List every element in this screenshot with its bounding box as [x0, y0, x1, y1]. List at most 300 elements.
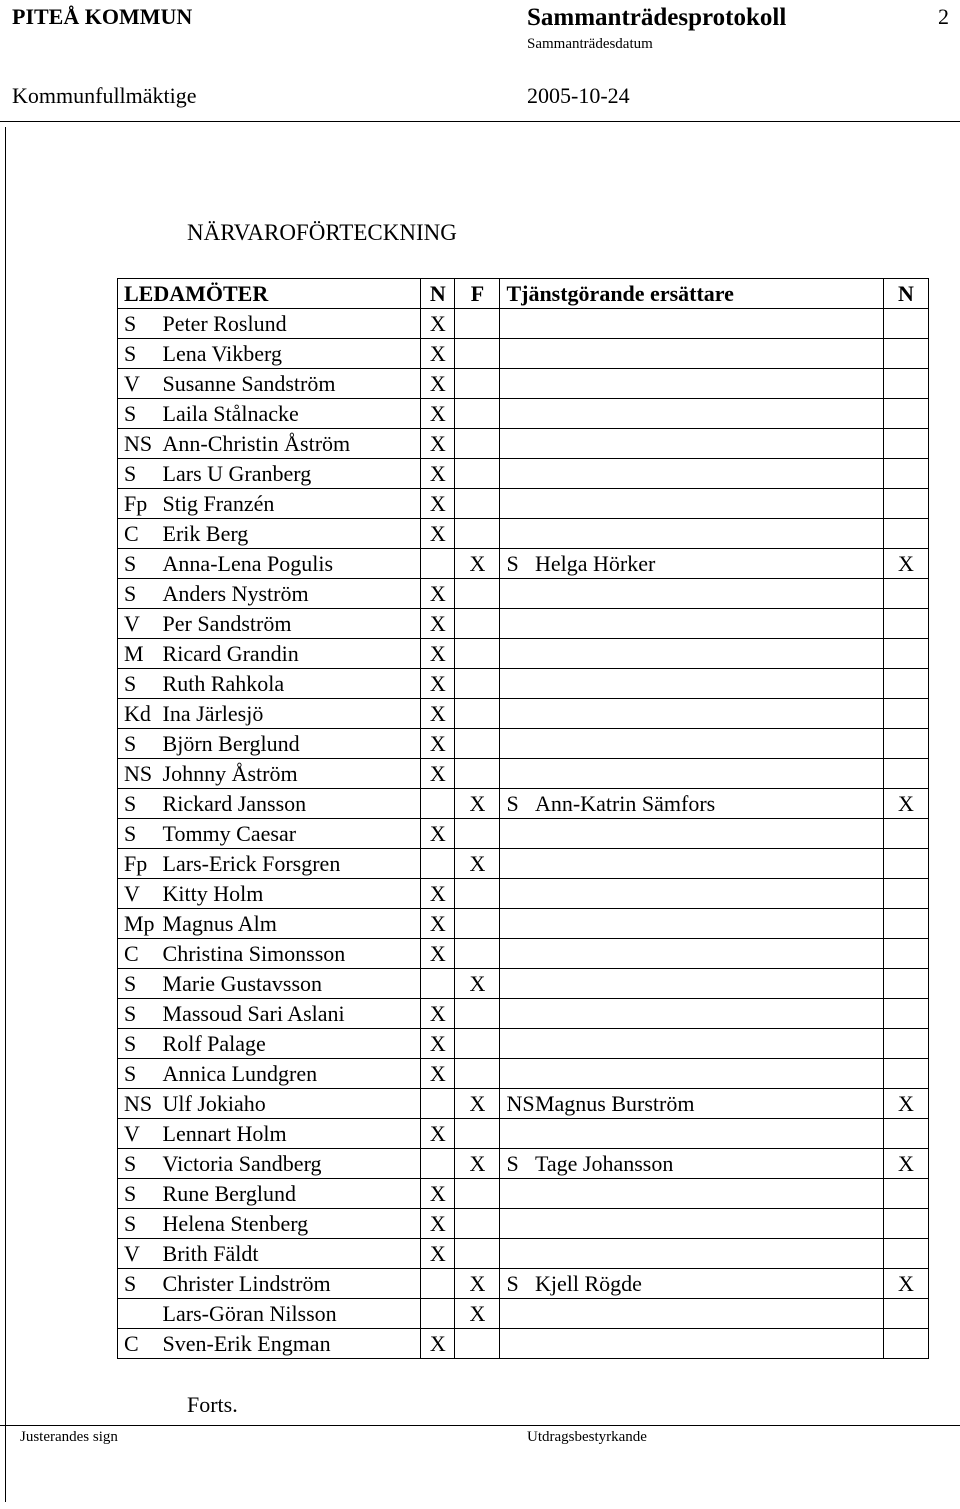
- substitute-name: [535, 429, 883, 459]
- header-substitute-present: N: [883, 279, 928, 309]
- member-name: Ann-Christin Åström: [159, 429, 421, 459]
- substitute-present-mark: [883, 399, 928, 429]
- page-number: 2: [938, 4, 949, 29]
- member-party: C: [118, 939, 159, 969]
- substitute-party: [500, 759, 535, 789]
- substitute-name: [535, 819, 883, 849]
- substitute-party: [500, 699, 535, 729]
- present-mark: X: [421, 669, 455, 699]
- present-mark: X: [421, 489, 455, 519]
- absent-mark: [455, 1329, 500, 1359]
- substitute-present-mark: [883, 759, 928, 789]
- substitute-name: [535, 849, 883, 879]
- substitute-present-mark: X: [883, 789, 928, 819]
- substitute-party: [500, 1179, 535, 1209]
- substitute-present-mark: [883, 519, 928, 549]
- present-mark: X: [421, 1209, 455, 1239]
- substitute-present-mark: [883, 669, 928, 699]
- substitute-party: NS: [500, 1089, 535, 1119]
- absent-mark: [455, 609, 500, 639]
- substitute-party: [500, 819, 535, 849]
- absent-mark: X: [455, 549, 500, 579]
- member-name: Peter Roslund: [159, 309, 421, 339]
- table-row: [118, 849, 929, 879]
- present-mark: X: [421, 939, 455, 969]
- present-mark: X: [421, 339, 455, 369]
- member-name: Rolf Palage: [159, 1029, 421, 1059]
- present-mark: X: [421, 609, 455, 639]
- absent-mark: X: [455, 969, 500, 999]
- footer-certification-label: Utdragsbestyrkande: [527, 1429, 647, 1445]
- substitute-present-mark: [883, 1329, 928, 1359]
- member-party: S: [118, 789, 159, 819]
- substitute-party: [500, 669, 535, 699]
- table-row: [118, 1329, 929, 1359]
- substitute-present-mark: [883, 1299, 928, 1329]
- substitute-present-mark: X: [883, 549, 928, 579]
- absent-mark: [455, 639, 500, 669]
- substitute-party: [500, 519, 535, 549]
- member-party: S: [118, 729, 159, 759]
- table-row: [118, 339, 929, 369]
- substitute-present-mark: X: [883, 1269, 928, 1299]
- member-name: Kitty Holm: [159, 879, 421, 909]
- table-row: [118, 1299, 929, 1329]
- table-row: [118, 999, 929, 1029]
- absent-mark: X: [455, 1299, 500, 1329]
- substitute-present-mark: [883, 339, 928, 369]
- substitute-present-mark: [883, 909, 928, 939]
- table-row: [118, 729, 929, 759]
- member-name: Lena Vikberg: [159, 339, 421, 369]
- table-row: [118, 1269, 929, 1299]
- present-mark: X: [421, 819, 455, 849]
- header-divider: [0, 121, 960, 122]
- table-row: [118, 1029, 929, 1059]
- absent-mark: [455, 819, 500, 849]
- table-row: [118, 759, 929, 789]
- substitute-party: [500, 339, 535, 369]
- substitute-party: [500, 579, 535, 609]
- substitute-party: S: [500, 1149, 535, 1179]
- substitute-name: [535, 519, 883, 549]
- absent-mark: [455, 1059, 500, 1089]
- table-row: [118, 819, 929, 849]
- absent-mark: [455, 1029, 500, 1059]
- member-name: Lars-Erick Forsgren: [159, 849, 421, 879]
- substitute-name: [535, 639, 883, 669]
- substitute-present-mark: [883, 879, 928, 909]
- absent-mark: [455, 1209, 500, 1239]
- member-party: S: [118, 819, 159, 849]
- footer-divider: [0, 1425, 960, 1426]
- substitute-name: Magnus Burström: [535, 1089, 883, 1119]
- substitute-name: [535, 699, 883, 729]
- substitute-party: [500, 729, 535, 759]
- substitute-present-mark: [883, 1179, 928, 1209]
- table-row: [118, 609, 929, 639]
- substitute-present-mark: [883, 939, 928, 969]
- substitute-name: [535, 729, 883, 759]
- present-mark: X: [421, 729, 455, 759]
- substitute-name: [535, 1329, 883, 1359]
- present-mark: X: [421, 699, 455, 729]
- table-row: [118, 639, 929, 669]
- table-row: [118, 909, 929, 939]
- substitute-party: S: [500, 789, 535, 819]
- substitute-name: [535, 489, 883, 519]
- left-margin-line: [5, 127, 6, 1502]
- substitute-party: [500, 849, 535, 879]
- substitute-name: [535, 939, 883, 969]
- absent-mark: [455, 939, 500, 969]
- substitute-name: [535, 879, 883, 909]
- substitute-name: [535, 399, 883, 429]
- present-mark: [421, 849, 455, 879]
- substitute-party: [500, 969, 535, 999]
- substitute-present-mark: [883, 1209, 928, 1239]
- table-row: [118, 1149, 929, 1179]
- absent-mark: [455, 519, 500, 549]
- substitute-present-mark: [883, 969, 928, 999]
- member-name: Lars-Göran Nilsson: [159, 1299, 421, 1329]
- substitute-name: [535, 609, 883, 639]
- substitute-name: [535, 1119, 883, 1149]
- absent-mark: [455, 699, 500, 729]
- substitute-name: [535, 969, 883, 999]
- present-mark: X: [421, 579, 455, 609]
- table-row: [118, 789, 929, 819]
- absent-mark: [455, 579, 500, 609]
- municipality-name: PITEÅ KOMMUN: [12, 4, 193, 29]
- absent-mark: [455, 729, 500, 759]
- table-row: [118, 1119, 929, 1149]
- substitute-present-mark: [883, 1029, 928, 1059]
- present-mark: [421, 1269, 455, 1299]
- meeting-date-label: Sammanträdesdatum: [527, 36, 653, 52]
- member-party: S: [118, 1179, 159, 1209]
- member-party: V: [118, 879, 159, 909]
- member-name: Erik Berg: [159, 519, 421, 549]
- attendance-table: [117, 278, 929, 1359]
- substitute-present-mark: [883, 1059, 928, 1089]
- table-row: [118, 1089, 929, 1119]
- member-name: Tommy Caesar: [159, 819, 421, 849]
- substitute-party: [500, 1329, 535, 1359]
- substitute-present-mark: X: [883, 1149, 928, 1179]
- member-party: S: [118, 339, 159, 369]
- member-name: Marie Gustavsson: [159, 969, 421, 999]
- member-party: Fp: [118, 849, 159, 879]
- member-name: Per Sandström: [159, 609, 421, 639]
- meeting-date: 2005-10-24: [527, 83, 630, 108]
- present-mark: X: [421, 999, 455, 1029]
- table-row: [118, 519, 929, 549]
- table-row: [118, 1179, 929, 1209]
- absent-mark: [455, 489, 500, 519]
- substitute-party: [500, 1119, 535, 1149]
- member-name: Ruth Rahkola: [159, 669, 421, 699]
- member-party: S: [118, 579, 159, 609]
- member-party: C: [118, 1329, 159, 1359]
- member-name: Björn Berglund: [159, 729, 421, 759]
- substitute-name: [535, 1179, 883, 1209]
- substitute-party: S: [500, 1269, 535, 1299]
- member-party: V: [118, 1239, 159, 1269]
- present-mark: X: [421, 1119, 455, 1149]
- member-name: Stig Franzén: [159, 489, 421, 519]
- substitute-present-mark: [883, 309, 928, 339]
- substitute-name: [535, 759, 883, 789]
- substitute-name: Ann-Katrin Sämfors: [535, 789, 883, 819]
- substitute-present-mark: [883, 729, 928, 759]
- substitute-name: [535, 459, 883, 489]
- member-name: Lennart Holm: [159, 1119, 421, 1149]
- absent-mark: [455, 309, 500, 339]
- table-row: [118, 429, 929, 459]
- substitute-party: S: [500, 549, 535, 579]
- present-mark: X: [421, 1029, 455, 1059]
- member-name: Lars U Granberg: [159, 459, 421, 489]
- member-name: Victoria Sandberg: [159, 1149, 421, 1179]
- table-row: [118, 489, 929, 519]
- substitute-present-mark: [883, 1239, 928, 1269]
- header-substitutes: Tjänstgörande ersättare: [500, 279, 883, 309]
- absent-mark: [455, 339, 500, 369]
- substitute-party: [500, 1059, 535, 1089]
- member-party: [118, 1299, 159, 1329]
- substitute-present-mark: [883, 849, 928, 879]
- substitute-party: [500, 1029, 535, 1059]
- header-members: LEDAMÖTER: [118, 279, 421, 309]
- substitute-name: [535, 909, 883, 939]
- member-name: Magnus Alm: [159, 909, 421, 939]
- absent-mark: [455, 1239, 500, 1269]
- member-name: Christina Simonsson: [159, 939, 421, 969]
- substitute-party: [500, 609, 535, 639]
- present-mark: X: [421, 1239, 455, 1269]
- table-row: [118, 549, 929, 579]
- substitute-party: [500, 489, 535, 519]
- member-name: Laila Stålnacke: [159, 399, 421, 429]
- footer-signature-label: Justerandes sign: [20, 1429, 118, 1445]
- substitute-party: [500, 1239, 535, 1269]
- table-row: [118, 1059, 929, 1089]
- present-mark: [421, 1149, 455, 1179]
- table-row: [118, 369, 929, 399]
- member-party: NS: [118, 1089, 159, 1119]
- substitute-name: [535, 339, 883, 369]
- substitute-name: [535, 1299, 883, 1329]
- header-absent: F: [455, 279, 500, 309]
- present-mark: [421, 1299, 455, 1329]
- substitute-party: [500, 909, 535, 939]
- table-row: [118, 579, 929, 609]
- table-header-row: [118, 279, 929, 309]
- substitute-name: Tage Johansson: [535, 1149, 883, 1179]
- substitute-present-mark: [883, 999, 928, 1029]
- member-party: S: [118, 1209, 159, 1239]
- section-title: NÄRVAROFÖRTECKNING: [187, 220, 457, 245]
- substitute-present-mark: [883, 459, 928, 489]
- member-party: NS: [118, 429, 159, 459]
- absent-mark: X: [455, 1269, 500, 1299]
- member-party: S: [118, 1269, 159, 1299]
- table-row: [118, 969, 929, 999]
- governing-body: Kommunfullmäktige: [12, 83, 197, 108]
- substitute-present-mark: [883, 609, 928, 639]
- substitute-present-mark: [883, 639, 928, 669]
- present-mark: X: [421, 879, 455, 909]
- substitute-party: [500, 879, 535, 909]
- member-name: Massoud Sari Aslani: [159, 999, 421, 1029]
- member-name: Johnny Åström: [159, 759, 421, 789]
- present-mark: X: [421, 429, 455, 459]
- present-mark: [421, 789, 455, 819]
- present-mark: X: [421, 369, 455, 399]
- absent-mark: [455, 1179, 500, 1209]
- member-party: Fp: [118, 489, 159, 519]
- substitute-name: [535, 669, 883, 699]
- table-row: [118, 879, 929, 909]
- substitute-name: Helga Hörker: [535, 549, 883, 579]
- present-mark: X: [421, 519, 455, 549]
- substitute-party: [500, 429, 535, 459]
- substitute-present-mark: [883, 1119, 928, 1149]
- member-name: Susanne Sandström: [159, 369, 421, 399]
- present-mark: X: [421, 639, 455, 669]
- absent-mark: [455, 999, 500, 1029]
- member-party: NS: [118, 759, 159, 789]
- substitute-present-mark: [883, 429, 928, 459]
- table-row: [118, 459, 929, 489]
- substitute-party: [500, 639, 535, 669]
- table-row: [118, 309, 929, 339]
- member-name: Rune Berglund: [159, 1179, 421, 1209]
- member-name: Ricard Grandin: [159, 639, 421, 669]
- member-name: Rickard Jansson: [159, 789, 421, 819]
- member-name: Anna-Lena Pogulis: [159, 549, 421, 579]
- present-mark: X: [421, 309, 455, 339]
- substitute-name: [535, 999, 883, 1029]
- member-name: Annica Lundgren: [159, 1059, 421, 1089]
- member-party: V: [118, 609, 159, 639]
- substitute-party: [500, 459, 535, 489]
- substitute-party: [500, 369, 535, 399]
- absent-mark: [455, 909, 500, 939]
- member-party: S: [118, 1059, 159, 1089]
- member-name: Anders Nyström: [159, 579, 421, 609]
- present-mark: X: [421, 909, 455, 939]
- continued-note: Forts.: [187, 1392, 238, 1417]
- substitute-party: [500, 999, 535, 1029]
- member-name: Ulf Jokiaho: [159, 1089, 421, 1119]
- absent-mark: [455, 1119, 500, 1149]
- present-mark: [421, 969, 455, 999]
- member-party: S: [118, 309, 159, 339]
- substitute-name: [535, 1029, 883, 1059]
- substitute-present-mark: [883, 369, 928, 399]
- substitute-name: [535, 1209, 883, 1239]
- member-name: Christer Lindström: [159, 1269, 421, 1299]
- absent-mark: [455, 879, 500, 909]
- document-title: Sammanträdesprotokoll: [527, 4, 787, 31]
- header-present: N: [421, 279, 455, 309]
- member-party: M: [118, 639, 159, 669]
- substitute-name: [535, 1059, 883, 1089]
- member-party: S: [118, 1029, 159, 1059]
- member-party: S: [118, 999, 159, 1029]
- substitute-party: [500, 1299, 535, 1329]
- substitute-party: [500, 939, 535, 969]
- present-mark: X: [421, 1179, 455, 1209]
- substitute-party: [500, 399, 535, 429]
- absent-mark: X: [455, 849, 500, 879]
- absent-mark: X: [455, 789, 500, 819]
- member-party: Kd: [118, 699, 159, 729]
- present-mark: X: [421, 399, 455, 429]
- present-mark: X: [421, 1329, 455, 1359]
- substitute-party: [500, 1209, 535, 1239]
- substitute-present-mark: [883, 819, 928, 849]
- present-mark: X: [421, 459, 455, 489]
- substitute-present-mark: X: [883, 1089, 928, 1119]
- substitute-name: [535, 1239, 883, 1269]
- member-name: Brith Fäldt: [159, 1239, 421, 1269]
- present-mark: X: [421, 1059, 455, 1089]
- present-mark: [421, 549, 455, 579]
- table-row: [118, 399, 929, 429]
- member-name: Helena Stenberg: [159, 1209, 421, 1239]
- present-mark: X: [421, 759, 455, 789]
- substitute-present-mark: [883, 579, 928, 609]
- member-party: C: [118, 519, 159, 549]
- absent-mark: [455, 369, 500, 399]
- member-party: V: [118, 369, 159, 399]
- table-row: [118, 699, 929, 729]
- member-name: Sven-Erik Engman: [159, 1329, 421, 1359]
- absent-mark: X: [455, 1149, 500, 1179]
- table-row: [118, 669, 929, 699]
- substitute-name: [535, 579, 883, 609]
- substitute-present-mark: [883, 699, 928, 729]
- member-party: S: [118, 549, 159, 579]
- absent-mark: [455, 459, 500, 489]
- table-row: [118, 939, 929, 969]
- member-party: V: [118, 1119, 159, 1149]
- substitute-present-mark: [883, 489, 928, 519]
- absent-mark: [455, 429, 500, 459]
- absent-mark: [455, 399, 500, 429]
- absent-mark: X: [455, 1089, 500, 1119]
- member-party: S: [118, 399, 159, 429]
- substitute-name: [535, 309, 883, 339]
- member-name: Ina Järlesjö: [159, 699, 421, 729]
- member-party: S: [118, 1149, 159, 1179]
- substitute-name: [535, 369, 883, 399]
- absent-mark: [455, 759, 500, 789]
- table-row: [118, 1239, 929, 1269]
- member-party: S: [118, 969, 159, 999]
- attendance-table-body: [118, 279, 929, 1359]
- member-party: S: [118, 459, 159, 489]
- substitute-name: Kjell Rögde: [535, 1269, 883, 1299]
- substitute-party: [500, 309, 535, 339]
- absent-mark: [455, 669, 500, 699]
- member-party: S: [118, 669, 159, 699]
- member-party: Mp: [118, 909, 159, 939]
- table-row: [118, 1209, 929, 1239]
